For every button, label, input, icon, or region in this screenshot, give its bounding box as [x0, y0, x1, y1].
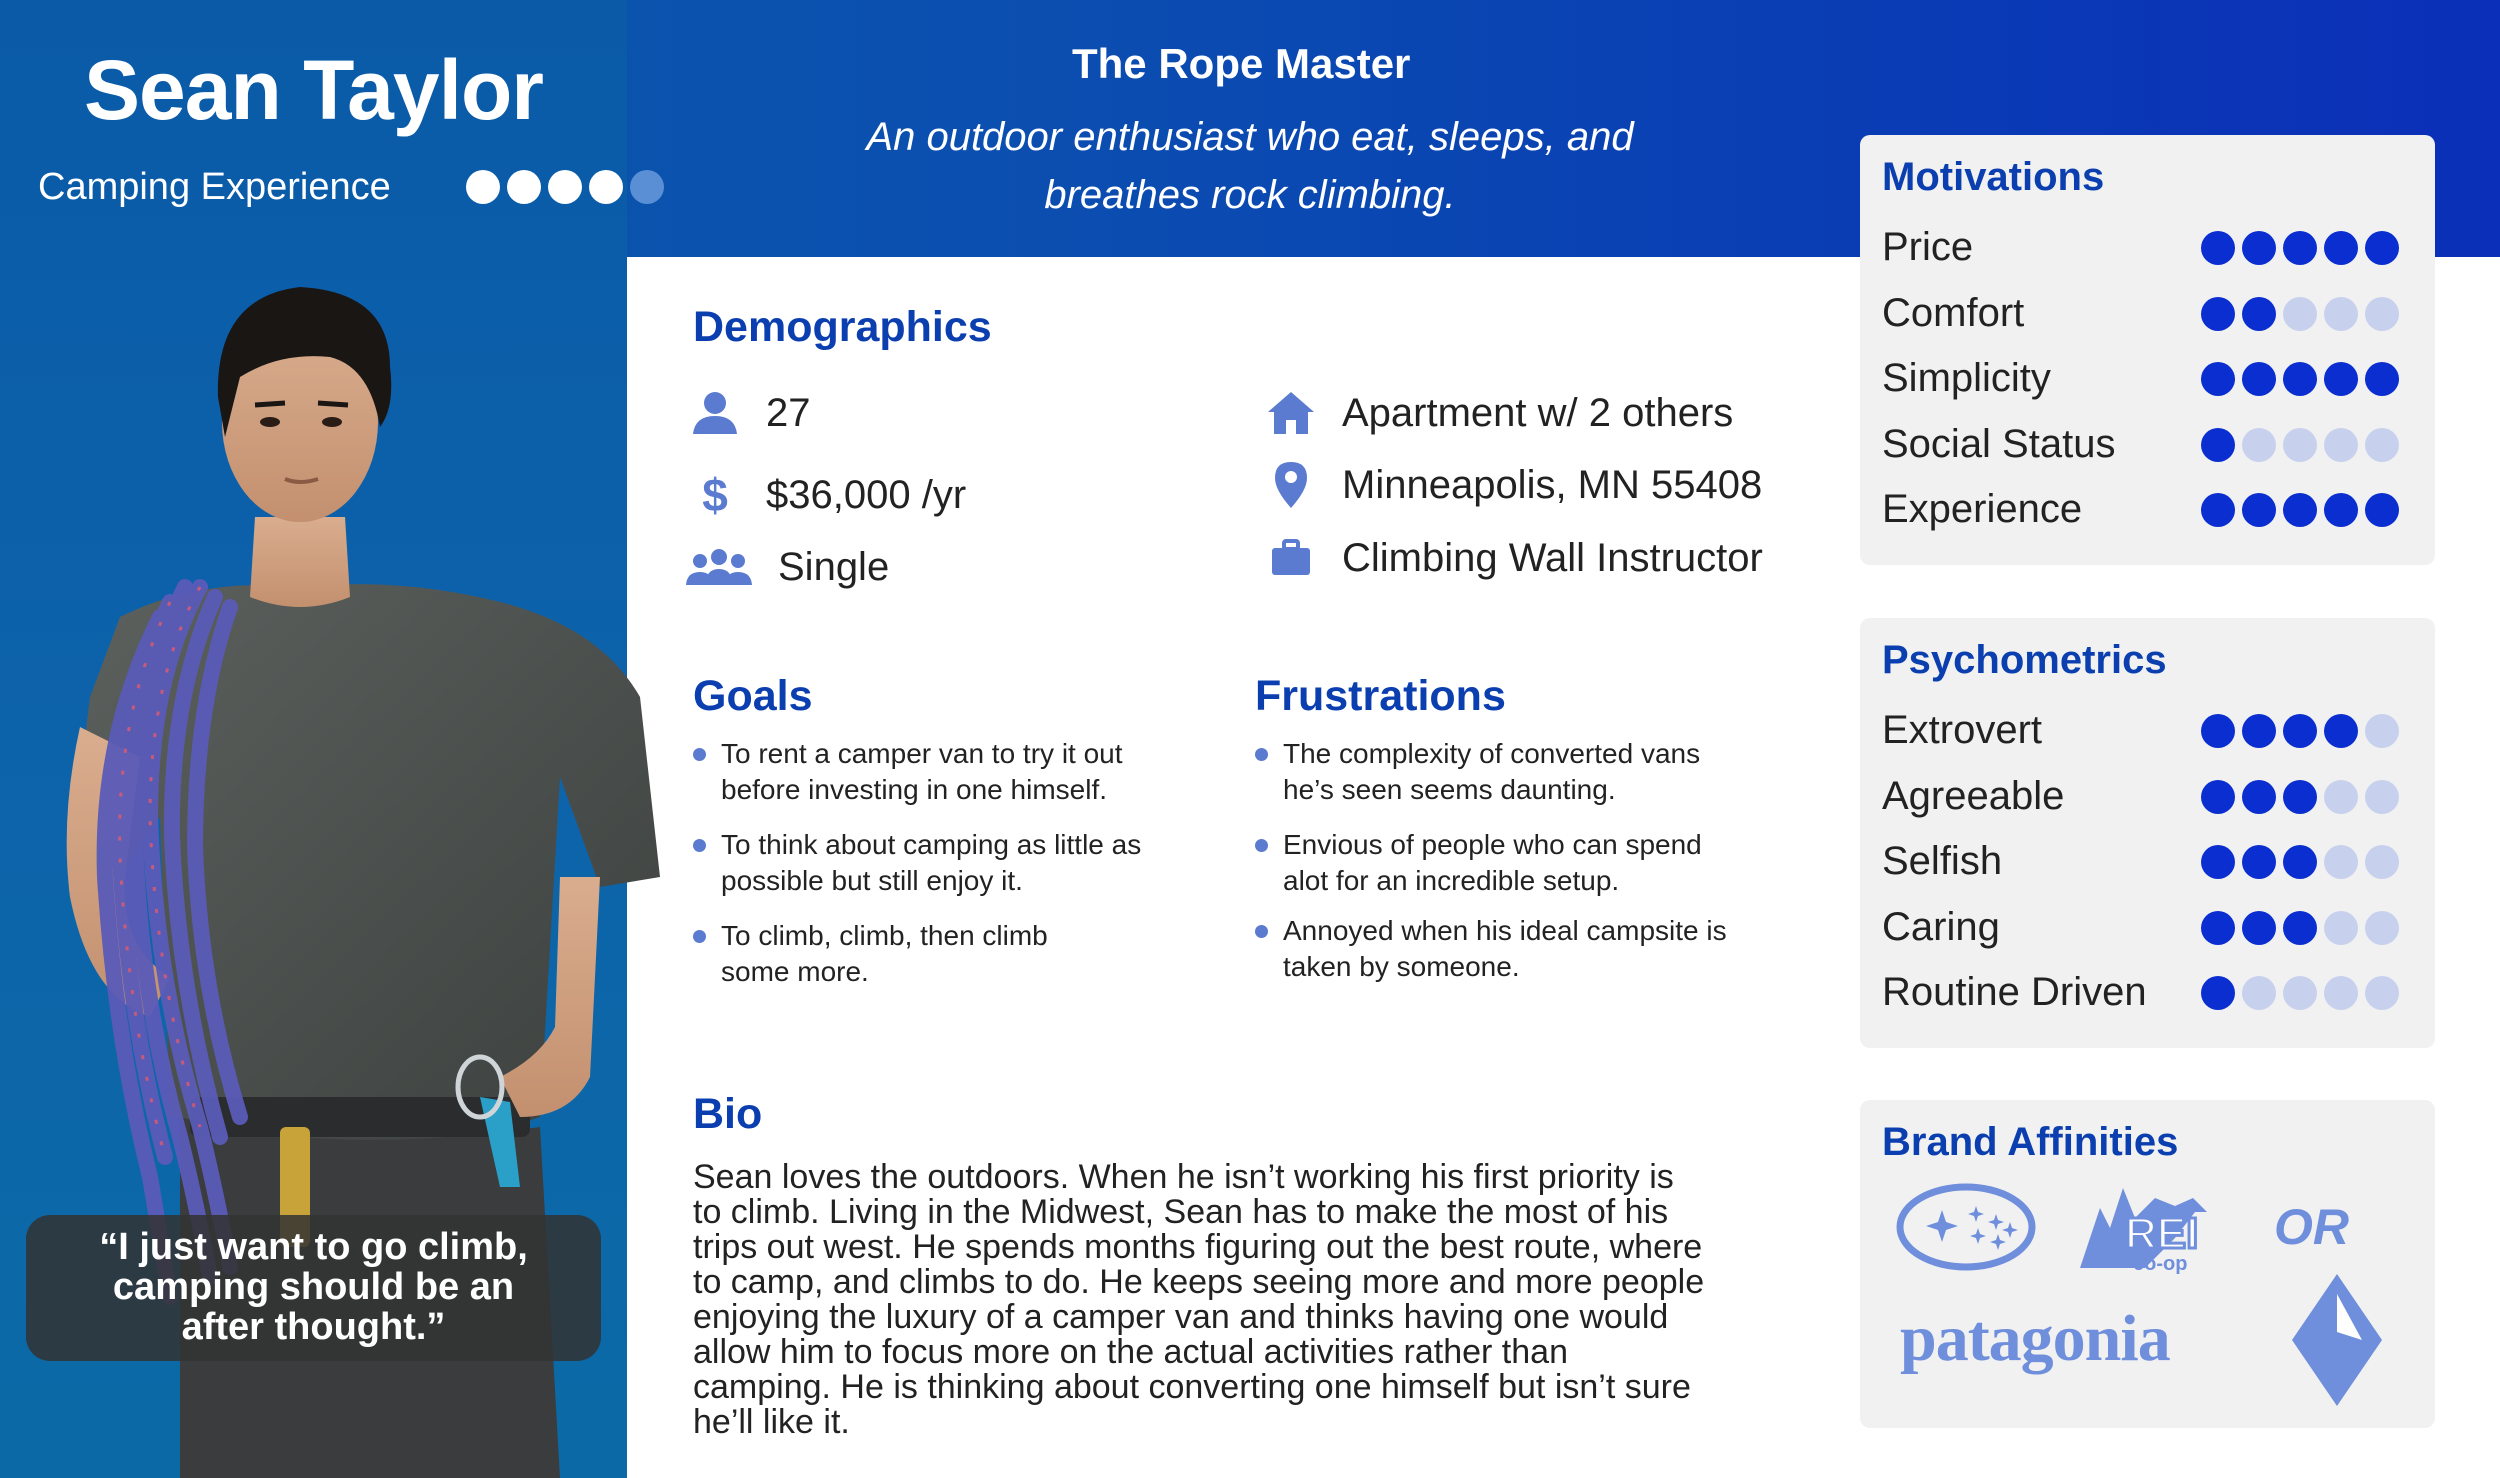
demographic-location [1266, 460, 1762, 510]
trait-label: Caring [1882, 904, 2000, 949]
rating-dot [2365, 362, 2399, 396]
rating-dot [2324, 493, 2358, 527]
frustrations-title: Frustrations [1255, 672, 1506, 720]
psychometrics-card [1860, 618, 2435, 1048]
group-icon [686, 542, 752, 592]
job-value: Climbing Wall Instructor [1342, 535, 1763, 580]
patagonia-text: patagonia [1900, 1302, 2170, 1375]
bio-title: Bio [693, 1090, 763, 1138]
motivations-title: Motivations [1882, 155, 2105, 199]
list-item: To rent a camper van to try it out before investing in one himself. [693, 736, 1213, 808]
rating-dot [507, 170, 541, 204]
tagline-line: breathes rock climbing. [1044, 173, 1456, 217]
trait-rating [2201, 231, 2399, 265]
rating-dot [2324, 428, 2358, 462]
rating-dot [2365, 297, 2399, 331]
black-diamond-logo [2290, 1272, 2384, 1408]
persona-name: Sean Taylor [84, 43, 543, 137]
trait-rating [2201, 714, 2399, 748]
rating-dot [2283, 845, 2317, 879]
brand-affinities-card [1860, 1100, 2435, 1428]
trait-label: Price [1882, 225, 1974, 269]
or-text: OR [2274, 1200, 2349, 1255]
income-value: $36,000 /yr [766, 472, 967, 517]
rating-dot [630, 170, 664, 204]
rating-dot [2242, 428, 2276, 462]
home-icon [1266, 388, 1316, 438]
rating-dot [2201, 845, 2235, 879]
trait-rating [2201, 845, 2399, 879]
bio-line: to camp, and climbs to do. He keeps seeing more and more people [693, 1263, 1705, 1301]
frustrations-list [1255, 736, 1795, 1004]
rating-dot [2365, 428, 2399, 462]
rating-dot [2201, 911, 2235, 945]
trait-label: Social Status [1882, 421, 2116, 466]
rating-dot [2283, 911, 2317, 945]
dollar-icon: $ [702, 469, 728, 521]
experience-label: Camping Experience [38, 166, 391, 208]
bio-line: to climb. Living in the Midwest, Sean has to make the most of his [693, 1193, 1669, 1231]
briefcase-icon [1266, 533, 1316, 583]
rating-dot [2324, 780, 2358, 814]
demographic-status [686, 542, 889, 592]
rating-dot [589, 170, 623, 204]
quote-line: after thought.” [181, 1306, 446, 1348]
rating-dot [2283, 362, 2317, 396]
rating-dot [2283, 428, 2317, 462]
status-value: Single [778, 544, 890, 589]
rating-dot [2242, 780, 2276, 814]
rating-dot [2324, 976, 2358, 1010]
list-item: To think about camping as little as possible but still enjoy it. [693, 827, 1213, 899]
rating-dot [466, 170, 500, 204]
rating-dot [2242, 845, 2276, 879]
rating-dot [2365, 911, 2399, 945]
rating-dot [2283, 714, 2317, 748]
bio-line: Sean loves the outdoors. When he isn’t working his first priority is [693, 1158, 1674, 1196]
rating-dot [2242, 714, 2276, 748]
list-item: Envious of people who can spend alot for an incredible setup. [1255, 827, 1795, 899]
rating-dot [2201, 428, 2235, 462]
rating-dot [2201, 780, 2235, 814]
rei-sub-text: co-op [2133, 1253, 2188, 1275]
rating-dot [2365, 976, 2399, 1010]
trait-label: Comfort [1882, 290, 2025, 335]
rating-dot [2201, 714, 2235, 748]
rei-text: REI [2125, 1209, 2199, 1258]
trait-label: Selfish [1882, 839, 2003, 883]
trait-label: Routine Driven [1882, 970, 2147, 1014]
quote-line: camping should be an [112, 1266, 515, 1308]
trait-rating [2201, 493, 2399, 527]
housing-value: Apartment w/ 2 others [1342, 390, 1734, 435]
goals-title: Goals [693, 672, 813, 720]
rating-dot [2242, 231, 2276, 265]
psychometrics-title: Psychometrics [1882, 638, 2167, 682]
tagline-line: An outdoor enthusiast who eat, sleeps, and [866, 115, 1634, 159]
rating-dot [2365, 493, 2399, 527]
rating-dot [2201, 297, 2235, 331]
goals-list [693, 736, 1213, 1009]
trait-rating [2201, 976, 2399, 1010]
rating-dot [2324, 714, 2358, 748]
person-icon [690, 388, 740, 438]
trait-label: Experience [1882, 487, 2083, 531]
motivations-card [1860, 135, 2435, 565]
rating-dot [2201, 231, 2235, 265]
trait-label: Agreeable [1882, 773, 2065, 818]
brand-affinities-title: Brand Affinities [1882, 1120, 2179, 1164]
rating-dot [2324, 297, 2358, 331]
demographics-title: Demographics [693, 303, 992, 351]
rating-dot [2283, 780, 2317, 814]
trait-rating [2201, 362, 2399, 396]
rating-dot [2201, 976, 2235, 1010]
rating-dot [2242, 911, 2276, 945]
trait-rating [2201, 780, 2399, 814]
rating-dot [2324, 231, 2358, 265]
list-item: Annoyed when his ideal campsite is taken by someone. [1255, 913, 1795, 985]
list-item: To climb, climb, then climb some more. [693, 918, 1213, 990]
rating-dot [2242, 362, 2276, 396]
rating-dot [2324, 845, 2358, 879]
quote-line: “I just want to go climb, [99, 1226, 528, 1268]
rating-dot [548, 170, 582, 204]
subaru-logo [1896, 1182, 2036, 1272]
patagonia-logo [1900, 1300, 2250, 1390]
bio-text [693, 1160, 1763, 1440]
rating-dot [2365, 231, 2399, 265]
outdoor-research-logo [2272, 1200, 2392, 1256]
rating-dot [2365, 714, 2399, 748]
rei-logo [2075, 1178, 2220, 1278]
list-item: The complexity of converted vans he’s seen seems daunting. [1255, 736, 1795, 808]
rating-dot [2283, 297, 2317, 331]
rating-dot [2365, 845, 2399, 879]
bio-line: camping. He is thinking about converting one himself but isn’t sure [693, 1368, 1691, 1406]
rating-dot [2242, 976, 2276, 1010]
experience-rating [466, 170, 664, 204]
location-pin-icon [1266, 460, 1316, 510]
rating-dot [2201, 493, 2235, 527]
location-value: Minneapolis, MN 55408 [1342, 462, 1763, 507]
bio-line: allow him to focus more on the actual activities rather than [693, 1333, 1568, 1371]
trait-rating [2201, 297, 2399, 331]
rating-dot [2365, 780, 2399, 814]
demographic-age [690, 388, 811, 438]
trait-rating [2201, 911, 2399, 945]
rating-dot [2324, 362, 2358, 396]
demographic-income [690, 470, 966, 520]
age-value: 27 [766, 390, 811, 435]
rating-dot [2201, 362, 2235, 396]
persona-quote [26, 1215, 601, 1361]
bio-line: trips out west. He spends months figuring out the best route, where [693, 1228, 1703, 1266]
trait-label: Simplicity [1882, 356, 2051, 400]
persona-title: The Rope Master [1072, 40, 1411, 87]
trait-label: Extrovert [1882, 708, 2043, 752]
demographic-job [1266, 533, 1763, 583]
rating-dot [2283, 976, 2317, 1010]
rating-dot [2242, 297, 2276, 331]
rating-dot [2242, 493, 2276, 527]
bio-line: enjoying the luxury of a camper van and thinks having one would [693, 1298, 1669, 1336]
persona-tagline [780, 108, 1720, 224]
trait-rating [2201, 428, 2399, 462]
rating-dot [2324, 911, 2358, 945]
bio-line: he’ll like it. [693, 1403, 850, 1441]
rating-dot [2283, 231, 2317, 265]
rating-dot [2283, 493, 2317, 527]
demographic-housing [1266, 388, 1733, 438]
